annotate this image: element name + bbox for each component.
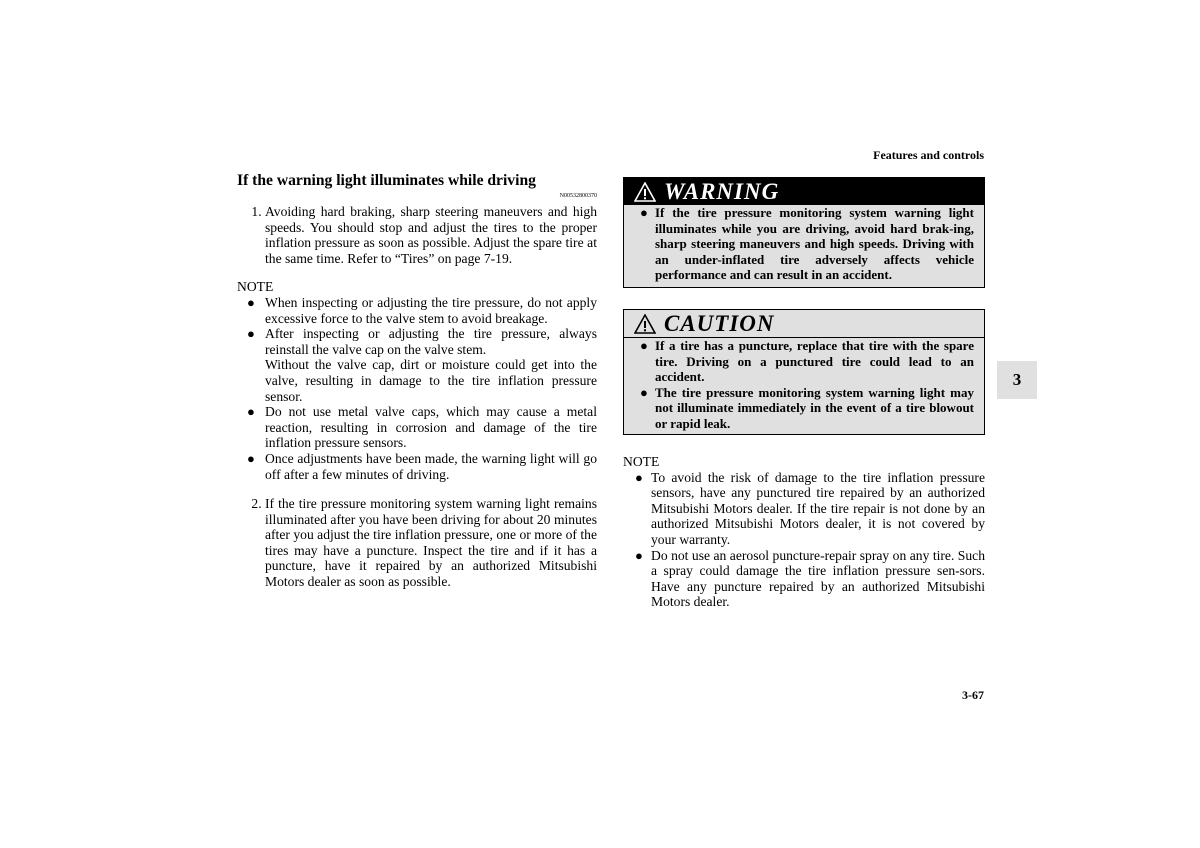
bullet-icon: ● xyxy=(247,450,255,466)
section-code: N00532800370 xyxy=(559,193,597,199)
note-list xyxy=(237,295,597,482)
step-1 xyxy=(237,204,597,266)
chapter-tab: 3 xyxy=(997,361,1037,399)
warning-box xyxy=(623,177,985,288)
section-title: If the warning light illuminates while driving xyxy=(237,172,536,189)
bullet-icon: ● xyxy=(640,384,648,400)
warning-triangle-icon xyxy=(634,182,656,202)
bullet-icon: ● xyxy=(640,205,648,220)
list-item xyxy=(237,451,597,482)
warning-list xyxy=(624,205,974,283)
note-text: Once adjustments have been made, the warning light will go off after a few minutes of driving. xyxy=(265,450,597,482)
caution-triangle-icon xyxy=(634,314,656,334)
page-number: 3-67 xyxy=(962,688,984,702)
note-text: Do not use an aerosol puncture-repair spray on any tire. Such a spray could damage the tire inflation pressure sen-sors. Have any puncture repaired by an authorized Mitsubishi Motors dealer. xyxy=(651,547,985,610)
caution-text: The tire pressure monitoring system warning light may not illuminate immediately in the event of a tire blowout or rapid leak. xyxy=(655,384,974,431)
step-number: 2. xyxy=(251,496,262,512)
note-label: NOTE xyxy=(623,454,660,469)
caution-text: If a tire has a puncture, replace that tire with the spare tire. Driving on a punctured tire could lead to an accident. xyxy=(655,338,974,385)
note-text: To avoid the risk of damage to the tire inflation pressure sensors, have any punctured tire repaired by an authorized Mitsubishi Motors dealer. If the tire repair is not done by an authorized Mitsubishi Motors dealer, it is not covered by your warranty. xyxy=(651,469,985,547)
right-note xyxy=(623,454,985,610)
caution-box xyxy=(623,309,985,435)
list-item xyxy=(237,326,597,404)
warning-text: If the tire pressure monitoring system warning light illuminates while you are driving, avoid hard brak-ing, sharp steering maneuvers and high speeds. Driving with an under-inflated tire adversely affects vehicle performance and can result in an accident. xyxy=(655,205,974,283)
bullet-icon: ● xyxy=(247,294,255,310)
warning-title: WARNING xyxy=(664,178,780,204)
bullet-icon: ● xyxy=(635,547,643,563)
bullet-icon: ● xyxy=(247,326,255,342)
step-text: If the tire pressure monitoring system warning light remains illuminated after you have been driving for about 20 minutes after you adjust the tire inflation pressure, one or more of the tires may have a puncture. Inspect the tire and if it has a puncture, have it repaired by an authorized Mitsubishi Motors dealer as soon as possible. xyxy=(265,496,597,590)
list-item xyxy=(624,205,974,283)
note-text: Without the valve cap, dirt or moisture could get into the valve, resulting in damage to the tire inflation pressure sensor. xyxy=(265,357,597,404)
left-column xyxy=(237,171,597,590)
note-text: After inspecting or adjusting the tire pressure, always reinstall the valve cap on the valve stem. xyxy=(265,326,597,357)
caution-title: CAUTION xyxy=(664,310,775,336)
list-item xyxy=(624,338,974,385)
bullet-icon: ● xyxy=(635,469,643,485)
step-text: Avoiding hard braking, sharp steering maneuvers and high speeds. You should stop and adjust the tires to the proper inflation pressure as soon as possible. Adjust the spare tire at the same time. Refer to “Tires” on page 7-19. xyxy=(265,204,597,266)
bullet-icon: ● xyxy=(247,404,255,420)
list-item xyxy=(237,404,597,451)
list-item xyxy=(623,548,985,610)
note-text: When inspecting or adjusting the tire pressure, do not apply excessive force to the valve stem to avoid breakage. xyxy=(265,294,597,326)
list-item xyxy=(623,470,985,548)
note-label: NOTE xyxy=(237,279,274,295)
list-item xyxy=(237,295,597,326)
note-text: Do not use metal valve caps, which may cause a metal reaction, resulting in corrosion and damage of the tire inflation pressure sensors. xyxy=(265,404,597,451)
note-list xyxy=(623,470,985,610)
caution-header xyxy=(624,310,984,338)
section-header: Features and controls xyxy=(873,148,984,162)
step-number: 1. xyxy=(251,204,262,219)
caution-list xyxy=(624,338,974,432)
step-2 xyxy=(237,496,597,590)
bullet-icon: ● xyxy=(640,338,648,353)
list-item xyxy=(624,385,974,432)
warning-header xyxy=(624,178,984,205)
